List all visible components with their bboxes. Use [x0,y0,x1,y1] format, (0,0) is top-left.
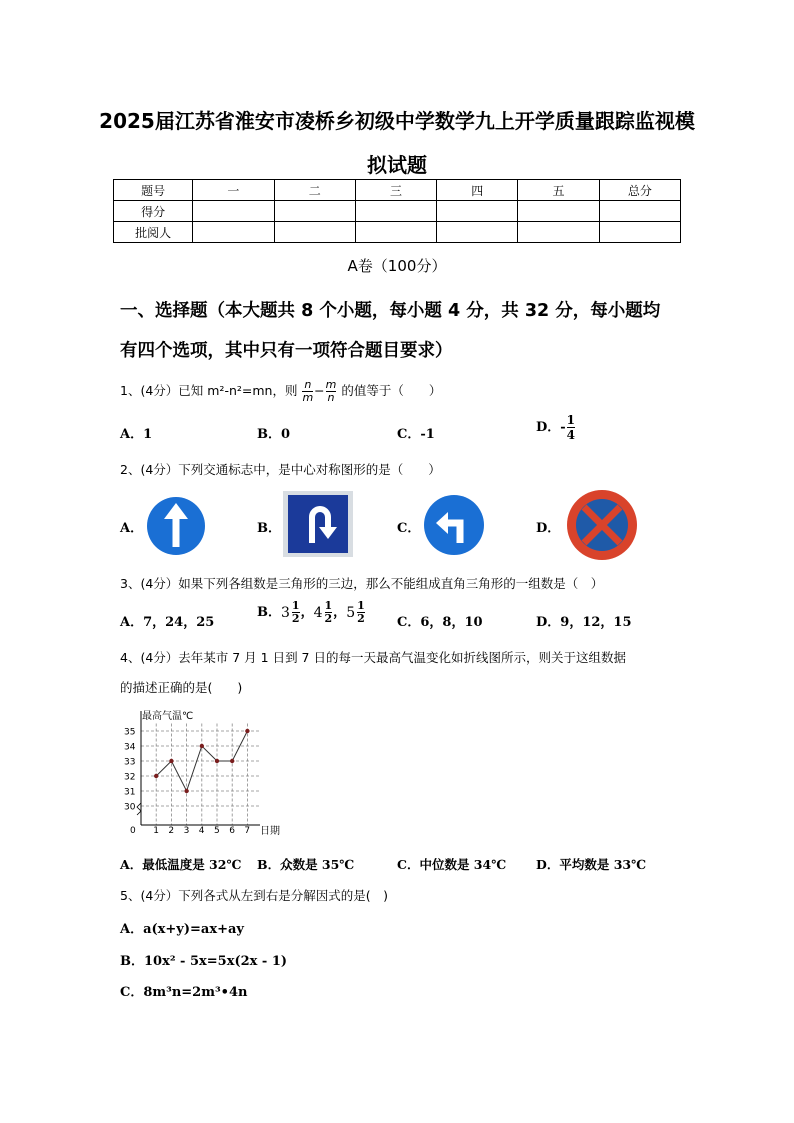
axis-break-mark [137,803,141,815]
fraction-half [292,600,300,625]
score-cell [193,222,274,243]
y-tick-label: 34 [124,742,136,753]
table-header-cell: 三 [355,180,436,201]
denominator: m [302,391,314,404]
data-point [215,759,219,763]
score-table [113,179,681,243]
table-header-cell: 二 [274,180,355,201]
y-tick-label: 35 [124,727,136,738]
q2-option-a[interactable]: A． [120,521,144,536]
y-tick-labels [124,728,136,813]
score-cell [437,222,518,243]
question-3: 3、(4分）如果下列各组数是三角形的三边，那么不能组成直角三角形的一组数是（ ） [120,576,604,591]
denominator: 2 [291,612,300,625]
fraction-n-over-m [302,379,313,404]
row-label: 批阅人 [114,222,193,243]
score-table-row [114,222,681,243]
data-point [200,744,204,748]
section1-heading-line1: 一、选择题（本大题共 8 个小题，每小题 4 分，共 32 分，每小题均 [120,301,661,321]
q4-option-a[interactable]: A．最低温度是 32℃ [120,857,242,872]
question-5: 5、(4分）下列各式从左到右是分解因式的是( ) [120,888,389,903]
data-point [154,774,158,778]
numerator: 1 [566,413,576,427]
x-axis-label: 日期 [260,826,280,837]
y-tick-label: 33 [124,757,136,768]
denominator: 2 [324,612,333,625]
no-parking-sign-icon [562,488,642,562]
data-point [245,729,249,733]
table-header-cell: 一 [193,180,274,201]
q1-option-a[interactable]: A．1 [120,427,153,442]
x-tick-label: 5 [214,826,220,836]
q3-option-b[interactable] [257,600,366,625]
q2-option-b[interactable]: B． [257,521,281,536]
row-label: 得分 [114,201,193,222]
x-tick-label: 2 [168,826,175,836]
x-tick-label: 1 [153,826,159,836]
separator: ， [300,605,314,620]
table-header-cell: 总分 [599,180,680,201]
u-turn-sign-icon [283,491,353,557]
separator: ， [333,605,347,620]
q4-option-d[interactable]: D．平均数是 33℃ [536,857,647,872]
q1-option-c[interactable]: C．-1 [397,427,435,442]
q4-option-c[interactable]: C．中位数是 34℃ [397,857,507,872]
denominator: 2 [357,612,365,625]
y-tick-label: 30 [124,802,136,813]
straight-ahead-arrow-icon [144,495,208,557]
whole-part: 5 [346,604,356,621]
whole-part: 4 [313,604,323,621]
document-title-line2: 拟试题 [367,153,427,177]
x-tick-labels [130,826,250,836]
chart-grid [141,724,260,826]
numerator: m [325,378,337,391]
y-axis-label: 最高气温℃ [142,711,194,722]
numerator: n [304,378,312,391]
table-header-cell: 题号 [114,180,193,201]
q4-option-b[interactable]: B．众数是 35℃ [257,857,355,872]
numerator: 1 [324,599,333,612]
numerator: 1 [291,599,300,612]
table-header-cell: 五 [518,180,599,201]
q5-option-b[interactable]: B．10x² - 5x=5x(2x - 1) [120,954,288,969]
temperature-line-chart [120,703,290,839]
fraction-half [357,600,365,625]
mixed-number [314,600,334,625]
question-4-line1: 4、(4分）去年某市 7 月 1 日到 7 日的每一天最高气温变化如折线图所示，则关于这组数据 [120,650,626,665]
whole-part: 3 [281,604,290,621]
q1-option-b[interactable]: B．0 [257,427,291,442]
data-point [169,759,173,763]
mixed-number [281,600,301,625]
q3-option-c[interactable]: C．6，8，10 [397,615,483,630]
data-point [184,789,188,793]
score-cell [599,201,680,222]
mixed-number [346,600,366,625]
data-point [230,759,234,763]
left-turn-arrow-icon [420,493,488,557]
q2-option-d[interactable]: D． [536,521,561,536]
q2-option-c[interactable]: C． [397,521,421,536]
q1-prefix: 1、(4分）已知 m²-n²=mn，则 [120,383,298,398]
section1-heading-line2: 有四个选项，其中只有一项符合题目要求） [120,341,453,361]
x-tick-label: 7 [244,826,251,836]
option-label: D．- [536,420,566,435]
q1-option-d[interactable] [536,413,576,442]
fraction-one-quarter [567,413,575,442]
paper-a-heading: A卷（100分） [347,257,447,275]
score-cell [437,201,518,222]
x-tick-label: 3 [183,826,190,836]
score-cell [274,222,355,243]
question-4-line2: 的描述正确的是( ) [120,680,243,695]
score-cell [599,222,680,243]
score-cell [355,222,436,243]
q5-option-a[interactable]: A．a(x+y)=ax+ay [120,922,244,937]
score-cell [193,201,274,222]
q3-option-a[interactable]: A．7，24，25 [120,615,215,630]
y-tick-label: 31 [124,787,136,798]
denominator: n [327,391,335,404]
question-1 [120,379,441,404]
score-table-row [114,201,681,222]
option-label: B． [257,605,281,620]
fraction-m-over-n [326,379,337,404]
x-tick-label: 0 [130,826,136,836]
score-cell [274,201,355,222]
numerator: 1 [357,599,365,612]
score-table-header-row [114,180,681,201]
y-tick-label: 32 [124,772,136,783]
fraction-half [325,600,333,625]
score-cell [355,201,436,222]
minus-sign: − [314,383,325,398]
denominator: 4 [566,428,576,442]
question-2: 2、(4分）下列交通标志中，是中心对称图形的是（ ） [120,462,441,477]
score-cell [518,222,599,243]
score-cell [518,201,599,222]
q1-suffix: 的值等于（ ） [341,383,442,398]
x-tick-label: 6 [229,826,235,836]
table-header-cell: 四 [437,180,518,201]
x-tick-label: 4 [198,826,205,836]
q3-option-d[interactable]: D．9，12，15 [536,615,632,630]
document-title-line1: 2025届江苏省淮安市凌桥乡初级中学数学九上开学质量跟踪监视模 [99,109,695,133]
q5-option-c[interactable]: C．8m³n=2m³•4n [120,985,248,1000]
